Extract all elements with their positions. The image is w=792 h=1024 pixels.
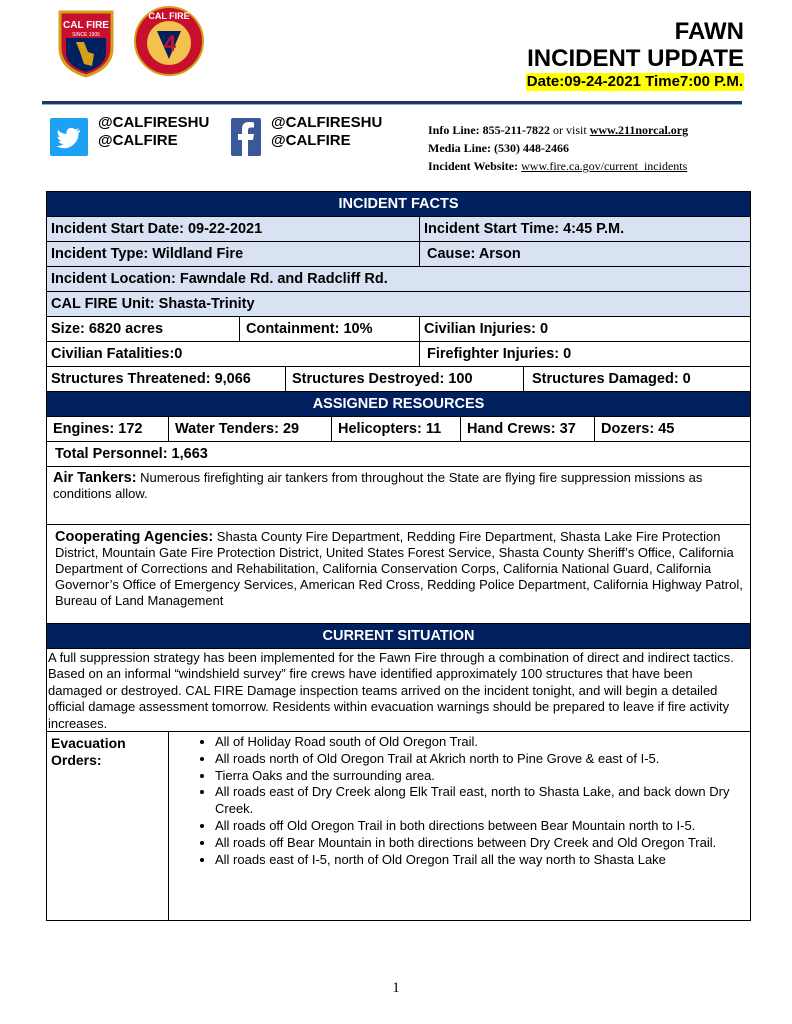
row-situation-text	[47, 649, 750, 732]
row-total	[47, 442, 750, 467]
helicopters: Helicopters: 11	[332, 417, 461, 441]
air-tankers-label: Air Tankers:	[53, 470, 137, 486]
cooperating-paragraph	[47, 529, 750, 609]
row-size	[47, 317, 750, 342]
facebook-handle-1[interactable]: @CALFIRESHU	[271, 114, 383, 131]
cal-fire-shield-logo	[54, 8, 118, 78]
structures-destroyed: Structures Destroyed: 100	[286, 367, 524, 391]
firefighter-injuries: Firefighter Injuries: 0	[427, 346, 572, 362]
logo2-number: 4	[163, 31, 177, 56]
engines: Engines: 172	[47, 417, 169, 441]
water-tenders: Water Tenders: 29	[169, 417, 332, 441]
evacuation-item: • All of Holiday Road south of Old Oregon Trail.	[215, 734, 742, 751]
air-tankers-paragraph	[47, 470, 750, 502]
cooperating-text: Shasta County Fire Department, Redding Fire Department, Shasta Lake Fire Protection District, Mountain Gate Fire Protection District, United States Forest Service, Shasta County Sheriff’s Office, California Department of Corrections and Rehabilitation, California Conservation Corps, California National Guard, California Governor’s Office of Emergency Services, American Red Cross, Redding Police Department, California Highway Patrol, Bureau of Land Management	[55, 529, 743, 608]
page-number: 1	[392, 980, 400, 996]
logo1-text: CAL FIRE	[63, 20, 109, 31]
logo1-since: SINCE 1905	[72, 32, 100, 38]
facebook-handle-2[interactable]: @CALFIRE	[271, 132, 351, 149]
containment: Containment: 10%	[240, 317, 420, 341]
twitter-handles	[98, 114, 209, 150]
row-cooperating	[47, 525, 750, 625]
twitter-handle-1[interactable]: @CALFIRESHU	[98, 114, 210, 131]
info-line: Info Line: 855-211-7822	[428, 123, 551, 137]
evacuation-orders-label: Evacuation Orders:	[47, 732, 169, 920]
air-tankers-text: Numerous firefighting air tankers from throughout the State are flying fire suppression missions as conditions allow.	[53, 470, 703, 501]
start-date: Incident Start Date: 09-22-2021	[47, 217, 420, 241]
row-fatalities	[47, 342, 750, 367]
logo2-text: CAL FIRE	[148, 11, 190, 21]
twitter-icon[interactable]	[50, 118, 88, 156]
row-unit	[47, 292, 750, 317]
row-air-tankers	[47, 467, 750, 525]
evacuation-orders-list	[169, 732, 750, 920]
current-situation-header: CURRENT SITUATION	[47, 624, 750, 649]
structures-damaged: Structures Damaged: 0	[532, 371, 691, 387]
facebook-handles	[271, 114, 382, 150]
incident-type: Incident Type: Wildland Fire	[47, 242, 420, 266]
hand-crews: Hand Crews: 37	[461, 417, 595, 441]
structures-threatened: Structures Threatened: 9,066	[47, 367, 286, 391]
current-situation-table	[46, 624, 751, 921]
title-block	[526, 18, 744, 91]
title-incident-update: INCIDENT UPDATE	[527, 45, 744, 72]
incident-facts-table	[46, 191, 751, 624]
media-line: Media Line: (530) 448-2466	[428, 141, 569, 155]
evacuation-item: • All roads east of Dry Creek along Elk Trail east, north to Shasta Lake, and back down Dry Creek.	[215, 784, 742, 818]
facebook-icon[interactable]	[231, 118, 261, 156]
info-or: or visit	[550, 123, 590, 137]
row-type	[47, 242, 750, 267]
row-equipment	[47, 417, 750, 442]
total-personnel: Total Personnel: 1,663	[55, 446, 208, 462]
incident-location: Incident Location: Fawndale Rd. and Radcliff Rd.	[51, 271, 388, 287]
row-evacuation	[47, 732, 750, 920]
cooperating-label: Cooperating Agencies:	[55, 529, 214, 545]
row-location	[47, 267, 750, 292]
cal-fire-unit: CAL FIRE Unit: Shasta-Trinity	[51, 296, 255, 312]
contact-info	[428, 121, 688, 175]
evacuation-item: • Tierra Oaks and the surrounding area.	[215, 768, 742, 785]
size: Size: 6820 acres	[47, 317, 240, 341]
cal-fire-imt-4-logo	[133, 5, 205, 77]
header-rule-light	[42, 104, 742, 105]
evacuation-item: • All roads east of I-5, north of Old Oregon Trail all the way north to Shasta Lake	[215, 852, 742, 869]
row-start	[47, 217, 750, 242]
website-label: Incident Website:	[428, 159, 522, 173]
start-time: Incident Start Time: 4:45 P.M.	[424, 221, 625, 237]
civilian-injuries: Civilian Injuries: 0	[424, 321, 549, 337]
civilian-fatalities: Civilian Fatalities:0	[47, 342, 420, 366]
evacuation-item: • All roads off Bear Mountain in both directions between Dry Creek and Old Oregon Trail.	[215, 835, 742, 852]
assigned-resources-header: ASSIGNED RESOURCES	[47, 392, 750, 417]
row-structures	[47, 367, 750, 392]
situation-text: A full suppression strategy has been implemented for the Fawn Fire through a combination of direct and indirect tactics. Based on an informal “windshield survey” fire crews have identified approximately 100 structures that have been damaged or destroyed. CAL FIRE Damage inspection teams arrived on the incident tonight, and will begin a detailed official damage assessment tomorrow. Residents within evacuation warnings should be prepared to leave if fire activity increases.	[48, 650, 734, 731]
twitter-handle-2[interactable]: @CALFIRE	[98, 132, 178, 149]
evacuation-item: • All roads north of Old Oregon Trail at Akrich north to Pine Grove & east of I-5.	[215, 751, 742, 768]
date-time-line: Date:09-24-2021 Time7:00 P.M.	[526, 73, 743, 90]
cause: Cause: Arson	[427, 246, 521, 262]
dozers: Dozers: 45	[601, 421, 675, 437]
evacuation-item: • All roads off Old Oregon Trail in both directions between Bear Mountain north to I-5.	[215, 818, 742, 835]
title-fawn: FAWN	[674, 18, 744, 45]
website-link[interactable]: www.fire.ca.gov/current_incidents	[521, 159, 688, 173]
info-link[interactable]: www.211norcal.org	[589, 123, 689, 137]
incident-facts-header: INCIDENT FACTS	[47, 192, 750, 217]
